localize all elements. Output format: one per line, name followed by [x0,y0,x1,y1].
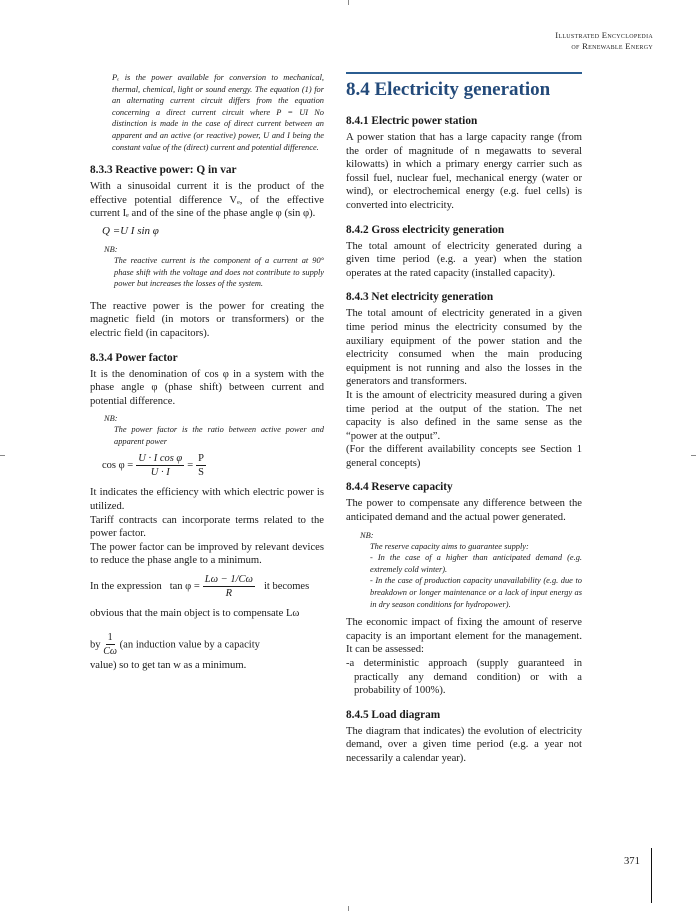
capacity-text-end: value) so to get tan w as a minimum. [90,659,247,671]
load-diagram-paragraph: The diagram that indicates) the evolution of electricity demand, over a given time period (e.g. a year not necessarily a calendar year). [346,725,582,764]
capacity-text: (an induction value by a capacity [119,639,260,651]
nb-reserve-line-1: The reserve capacity aims to guarantee supply: [370,541,529,551]
nb-label: NB: [104,244,118,254]
fraction-ui [136,453,184,478]
reactive-power-formula: Q =U I sin φ [102,224,159,237]
tan-expression [90,574,324,599]
economic-impact-paragraph: The economic impact of fixing the amount of reserve capacity is an important element for the management. It can be assessed: [346,617,582,656]
denominator: R [225,588,233,600]
page-margin-rule [651,848,652,903]
tan-lhs: tan φ = [169,581,200,593]
efficiency-paragraph: It indicates the efficiency with which electric power is utilized. [90,487,324,513]
power-station-paragraph: A power station that has a large capacity range (from the order of magnitude of n megawatts to several kilowatts) in which a primary energy carrier such as fossil fuel, nuclear fuel, mechanical energy (water or wind), or electrochemical energy (e.g. fuel cells) is converted into electricity. [346,132,582,211]
power-factor-paragraph: It is the denomination of cos φ in a system with the phase angle φ (phase shift) between current and potential difference. [90,368,324,407]
reactive-power-paragraph: With a sinusoidal current it is the product of the effective potential difference Vₑ, of the effective current Iₑ and of the sine of the phase angle φ (sin φ). [90,181,324,220]
reserve-capacity-paragraph: The power to compensate any difference between the anticipated demand and the actual power generated. [346,498,582,524]
tan-fraction [203,574,255,599]
crop-mark-right [691,455,696,456]
left-column [90,72,324,672]
nb-label: NB: [360,530,374,540]
heading-8-4-5: 8.4.5 Load diagram [346,708,441,721]
improve-paragraph: The power factor can be improved by relevant devices to reduce the phase angle to a minimum. [90,541,324,567]
denominator: S [198,467,205,479]
numerator: 1 [106,631,115,646]
net-generation-paragraph-3: (For the different availability concepts see Section 1 general concepts) [346,444,582,469]
nb-reserve-line-2: - In the case of a higher than anticipated demand (e.g. extremely cold winter). [370,553,582,574]
crop-mark-left [0,455,5,456]
reactive-power-explanation: The reactive power is the power for creating the magnetic field (in motors or transformers) or the electric field (in capacitors). [90,300,324,339]
intro-note: Pₑ is the power available for conversion to mechanical, thermal, chemical, light or sound energy. The equation (1) for an alternating current circuit differs from the equation concerning a direct current circuit where P = UI No distinction is made in the case of direct current between an apparent and an active (or reactive) power, U and I being the constant value of the (direct) current and potential difference. [112,73,324,152]
header-line-1: Illustrated Encyclopedia [555,30,653,40]
by-word: by [90,639,101,651]
section-rule [346,72,582,74]
numerator: Lω − 1/Cω [204,574,253,586]
heading-8-4-4: 8.4.4 Reserve capacity [346,481,453,494]
nb-label: NB: [104,414,118,424]
expression-intro: In the expression [90,581,162,593]
deterministic-approach-item: -a deterministic approach (supply guaranteed in practically any demand condition) or with a probability of 100%). [346,658,582,697]
expression-outro: it becomes [263,581,310,593]
running-header [555,30,653,51]
crop-mark-top [348,0,349,5]
page-number: 371 [624,856,640,867]
one-over-c-omega [103,631,117,659]
formula-lhs: cos φ = [102,460,134,472]
nb-reactive-current: The reactive current is the component of a current at 90° phase shift with the voltage and does not contribute to supply power but increases the losses of the system. [114,255,324,289]
equals-sign: = [187,460,194,472]
crop-mark-bottom [348,906,349,911]
heading-8-3-4: 8.3.4 Power factor [90,351,178,364]
capacity-fraction-line [90,631,324,659]
heading-8-3-3: 8.3.3 Reactive power: Q in var [90,164,237,177]
nb-power-factor: The power factor is the ratio between active power and apparent power [114,425,324,446]
fraction-ps [196,453,206,478]
right-column [346,72,582,766]
power-factor-formula [102,453,324,478]
net-generation-paragraph-2: It is the amount of electricity measured during a given time period at the output of the station. The net capacity is also defined in the same sense as the “power at the output”. [346,389,582,442]
numerator: P [198,453,205,465]
tariff-paragraph: Tariff contracts can incorporate terms related to the power factor. [90,514,324,540]
denominator: Cω [103,646,117,658]
nb-reserve-line-3: - In the case of production capacity unavailability (e.g. due to breakdown or longer maintenance or a lack of input energy as in dry season conditions for hydropower). [370,576,582,609]
section-title: 8.4 Electricity generation [346,79,551,100]
header-line-2: of Renewable Energy [571,40,653,51]
heading-8-4-3: 8.4.3 Net electricity generation [346,291,494,304]
heading-8-4-2: 8.4.2 Gross electricity generation [346,223,505,236]
denominator: U · I [150,467,170,479]
numerator: U · I cos φ [138,453,183,465]
heading-8-4-1: 8.4.1 Electric power station [346,115,478,127]
gross-generation-paragraph: The total amount of electricity generated during a given time period (e.g. a year) when the station operates at the rated capacity (installed capacity). [346,240,582,279]
net-generation-paragraph-1: The total amount of electricity generated in a given time period minus the electricity consumed by the auxiliary equipment of the power station and the electricity consumed when the main producing equipment is not running and also the losses in the generators and transformers. [346,308,582,388]
compensate-paragraph: obvious that the main object is to compensate Lω [90,608,300,620]
